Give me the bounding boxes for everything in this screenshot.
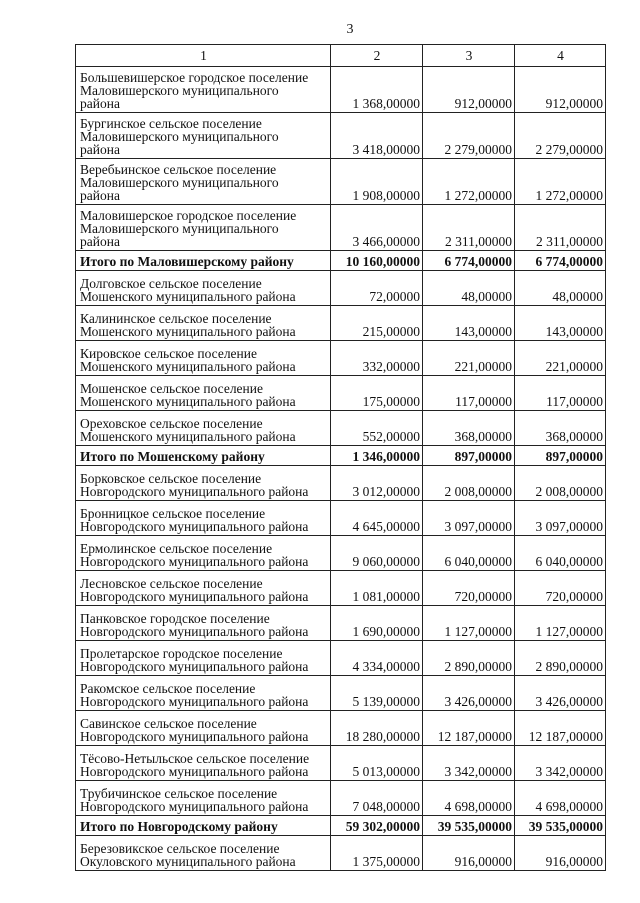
- amount-col-3: 3 097,00000: [423, 501, 515, 536]
- settlement-name: Ракомское сельское поселение Новгородского муниципального района: [76, 676, 331, 711]
- amount-col-3: 1 272,00000: [423, 159, 515, 205]
- amount-col-2: 175,00000: [331, 376, 423, 411]
- amount-col-2: 1 081,00000: [331, 571, 423, 606]
- amount-col-4: 39 535,00000: [515, 816, 606, 836]
- amount-col-4: 916,00000: [515, 836, 606, 871]
- settlement-name: Савинское сельское поселение Новгородского муниципального района: [76, 711, 331, 746]
- table-row-total: [76, 251, 606, 271]
- table-row: [76, 781, 606, 816]
- amount-col-4: 3 097,00000: [515, 501, 606, 536]
- settlement-name: Лесновское сельское поселение Новгородского муниципального района: [76, 571, 331, 606]
- table-row: [76, 836, 606, 871]
- amount-col-4: 12 187,00000: [515, 711, 606, 746]
- amount-col-3: 39 535,00000: [423, 816, 515, 836]
- settlement-name: Кировское сельское поселение Мошенского муниципального района: [76, 341, 331, 376]
- amount-col-4: 3 342,00000: [515, 746, 606, 781]
- settlement-name: Бронницкое сельское поселение Новгородского муниципального района: [76, 501, 331, 536]
- settlement-name: Борковское сельское поселение Новгородского муниципального района: [76, 466, 331, 501]
- amount-col-4: 143,00000: [515, 306, 606, 341]
- district-total-label: Итого по Маловишерскому району: [76, 251, 331, 271]
- settlement-name: Веребьинское сельское поселение Маловишерского муниципального района: [76, 159, 331, 205]
- settlement-name: Тёсово-Нетыльское сельское поселение Новгородского муниципального района: [76, 746, 331, 781]
- amount-col-4: 6 040,00000: [515, 536, 606, 571]
- settlement-name: Березовикское сельское поселение Окуловского муниципального района: [76, 836, 331, 871]
- amount-col-3: 912,00000: [423, 67, 515, 113]
- settlement-name: Калининское сельское поселение Мошенского муниципального района: [76, 306, 331, 341]
- district-total-label: Итого по Мошенскому району: [76, 446, 331, 466]
- table-row: [76, 205, 606, 251]
- amount-col-3: 143,00000: [423, 306, 515, 341]
- table-row: [76, 113, 606, 159]
- settlement-name: Долговское сельское поселение Мошенского муниципального района: [76, 271, 331, 306]
- amount-col-2: 9 060,00000: [331, 536, 423, 571]
- amount-col-4: 4 698,00000: [515, 781, 606, 816]
- table-row: [76, 501, 606, 536]
- amount-col-2: 3 012,00000: [331, 466, 423, 501]
- amount-col-2: 3 466,00000: [331, 205, 423, 251]
- amount-col-2: 5 013,00000: [331, 746, 423, 781]
- amount-col-3: 2 311,00000: [423, 205, 515, 251]
- amount-col-3: 4 698,00000: [423, 781, 515, 816]
- amount-col-4: 897,00000: [515, 446, 606, 466]
- amount-col-4: 368,00000: [515, 411, 606, 446]
- amount-col-2: 1 368,00000: [331, 67, 423, 113]
- table-row: [76, 159, 606, 205]
- amount-col-4: 1 127,00000: [515, 606, 606, 641]
- table-row: [76, 746, 606, 781]
- amount-col-4: 117,00000: [515, 376, 606, 411]
- amount-col-3: 1 127,00000: [423, 606, 515, 641]
- amount-col-4: 2 279,00000: [515, 113, 606, 159]
- table-row: [76, 641, 606, 676]
- table-row: [76, 606, 606, 641]
- table-row: [76, 571, 606, 606]
- amount-col-2: 1 908,00000: [331, 159, 423, 205]
- table-row: [76, 411, 606, 446]
- amount-col-2: 18 280,00000: [331, 711, 423, 746]
- settlement-name: Маловишерское городское поселение Маловишерского муниципального района: [76, 205, 331, 251]
- amount-col-4: 6 774,00000: [515, 251, 606, 271]
- amount-col-3: 368,00000: [423, 411, 515, 446]
- table-row: [76, 536, 606, 571]
- amount-col-4: 2 008,00000: [515, 466, 606, 501]
- settlement-name: Бургинское сельское поселение Маловишерского муниципального района: [76, 113, 331, 159]
- table-row: [76, 271, 606, 306]
- column-header-3: 3: [423, 45, 515, 67]
- amount-col-4: 2 311,00000: [515, 205, 606, 251]
- settlement-name: Трубичинское сельское поселение Новгородского муниципального района: [76, 781, 331, 816]
- table-row: [76, 376, 606, 411]
- amount-col-4: 2 890,00000: [515, 641, 606, 676]
- table-row-total: [76, 816, 606, 836]
- amount-col-3: 916,00000: [423, 836, 515, 871]
- amount-col-4: 720,00000: [515, 571, 606, 606]
- column-header-4: 4: [515, 45, 606, 67]
- amount-col-3: 897,00000: [423, 446, 515, 466]
- allocation-table: [75, 44, 606, 871]
- table-row-total: [76, 446, 606, 466]
- amount-col-3: 2 890,00000: [423, 641, 515, 676]
- amount-col-3: 117,00000: [423, 376, 515, 411]
- amount-col-3: 2 279,00000: [423, 113, 515, 159]
- settlement-name: Ореховское сельское поселение Мошенского муниципального района: [76, 411, 331, 446]
- amount-col-4: 3 426,00000: [515, 676, 606, 711]
- table-row: [76, 466, 606, 501]
- settlement-name: Панковское городское поселение Новгородского муниципального района: [76, 606, 331, 641]
- amount-col-2: 552,00000: [331, 411, 423, 446]
- table-body: [76, 67, 606, 871]
- amount-col-2: 59 302,00000: [331, 816, 423, 836]
- district-total-label: Итого по Новгородскому району: [76, 816, 331, 836]
- amount-col-3: 6 774,00000: [423, 251, 515, 271]
- amount-col-2: 1 346,00000: [331, 446, 423, 466]
- amount-col-2: 7 048,00000: [331, 781, 423, 816]
- table-row: [76, 676, 606, 711]
- settlement-name: Большевишерское городское поселение Маловишерского муниципального района: [76, 67, 331, 113]
- amount-col-3: 2 008,00000: [423, 466, 515, 501]
- table-row: [76, 341, 606, 376]
- amount-col-2: 1 375,00000: [331, 836, 423, 871]
- column-header-1: 1: [76, 45, 331, 67]
- amount-col-4: 1 272,00000: [515, 159, 606, 205]
- table-row: [76, 711, 606, 746]
- table-row: [76, 306, 606, 341]
- amount-col-2: 10 160,00000: [331, 251, 423, 271]
- settlement-name: Ермолинское сельское поселение Новгородского муниципального района: [76, 536, 331, 571]
- table-header: [76, 45, 606, 67]
- table-row: [76, 67, 606, 113]
- header-row: [76, 45, 606, 67]
- amount-col-2: 332,00000: [331, 341, 423, 376]
- column-header-2: 2: [331, 45, 423, 67]
- amount-col-3: 3 426,00000: [423, 676, 515, 711]
- settlement-name: Мошенское сельское поселение Мошенского муниципального района: [76, 376, 331, 411]
- amount-col-4: 912,00000: [515, 67, 606, 113]
- amount-col-2: 4 645,00000: [331, 501, 423, 536]
- amount-col-2: 4 334,00000: [331, 641, 423, 676]
- amount-col-3: 720,00000: [423, 571, 515, 606]
- amount-col-2: 1 690,00000: [331, 606, 423, 641]
- amount-col-4: 48,00000: [515, 271, 606, 306]
- amount-col-2: 72,00000: [331, 271, 423, 306]
- amount-col-3: 221,00000: [423, 341, 515, 376]
- amount-col-2: 3 418,00000: [331, 113, 423, 159]
- amount-col-3: 3 342,00000: [423, 746, 515, 781]
- amount-col-2: 5 139,00000: [331, 676, 423, 711]
- amount-col-3: 6 040,00000: [423, 536, 515, 571]
- amount-col-2: 215,00000: [331, 306, 423, 341]
- amount-col-3: 48,00000: [423, 271, 515, 306]
- settlement-name: Пролетарское городское поселение Новгородского муниципального района: [76, 641, 331, 676]
- page-number: 3: [346, 22, 354, 37]
- amount-col-3: 12 187,00000: [423, 711, 515, 746]
- amount-col-4: 221,00000: [515, 341, 606, 376]
